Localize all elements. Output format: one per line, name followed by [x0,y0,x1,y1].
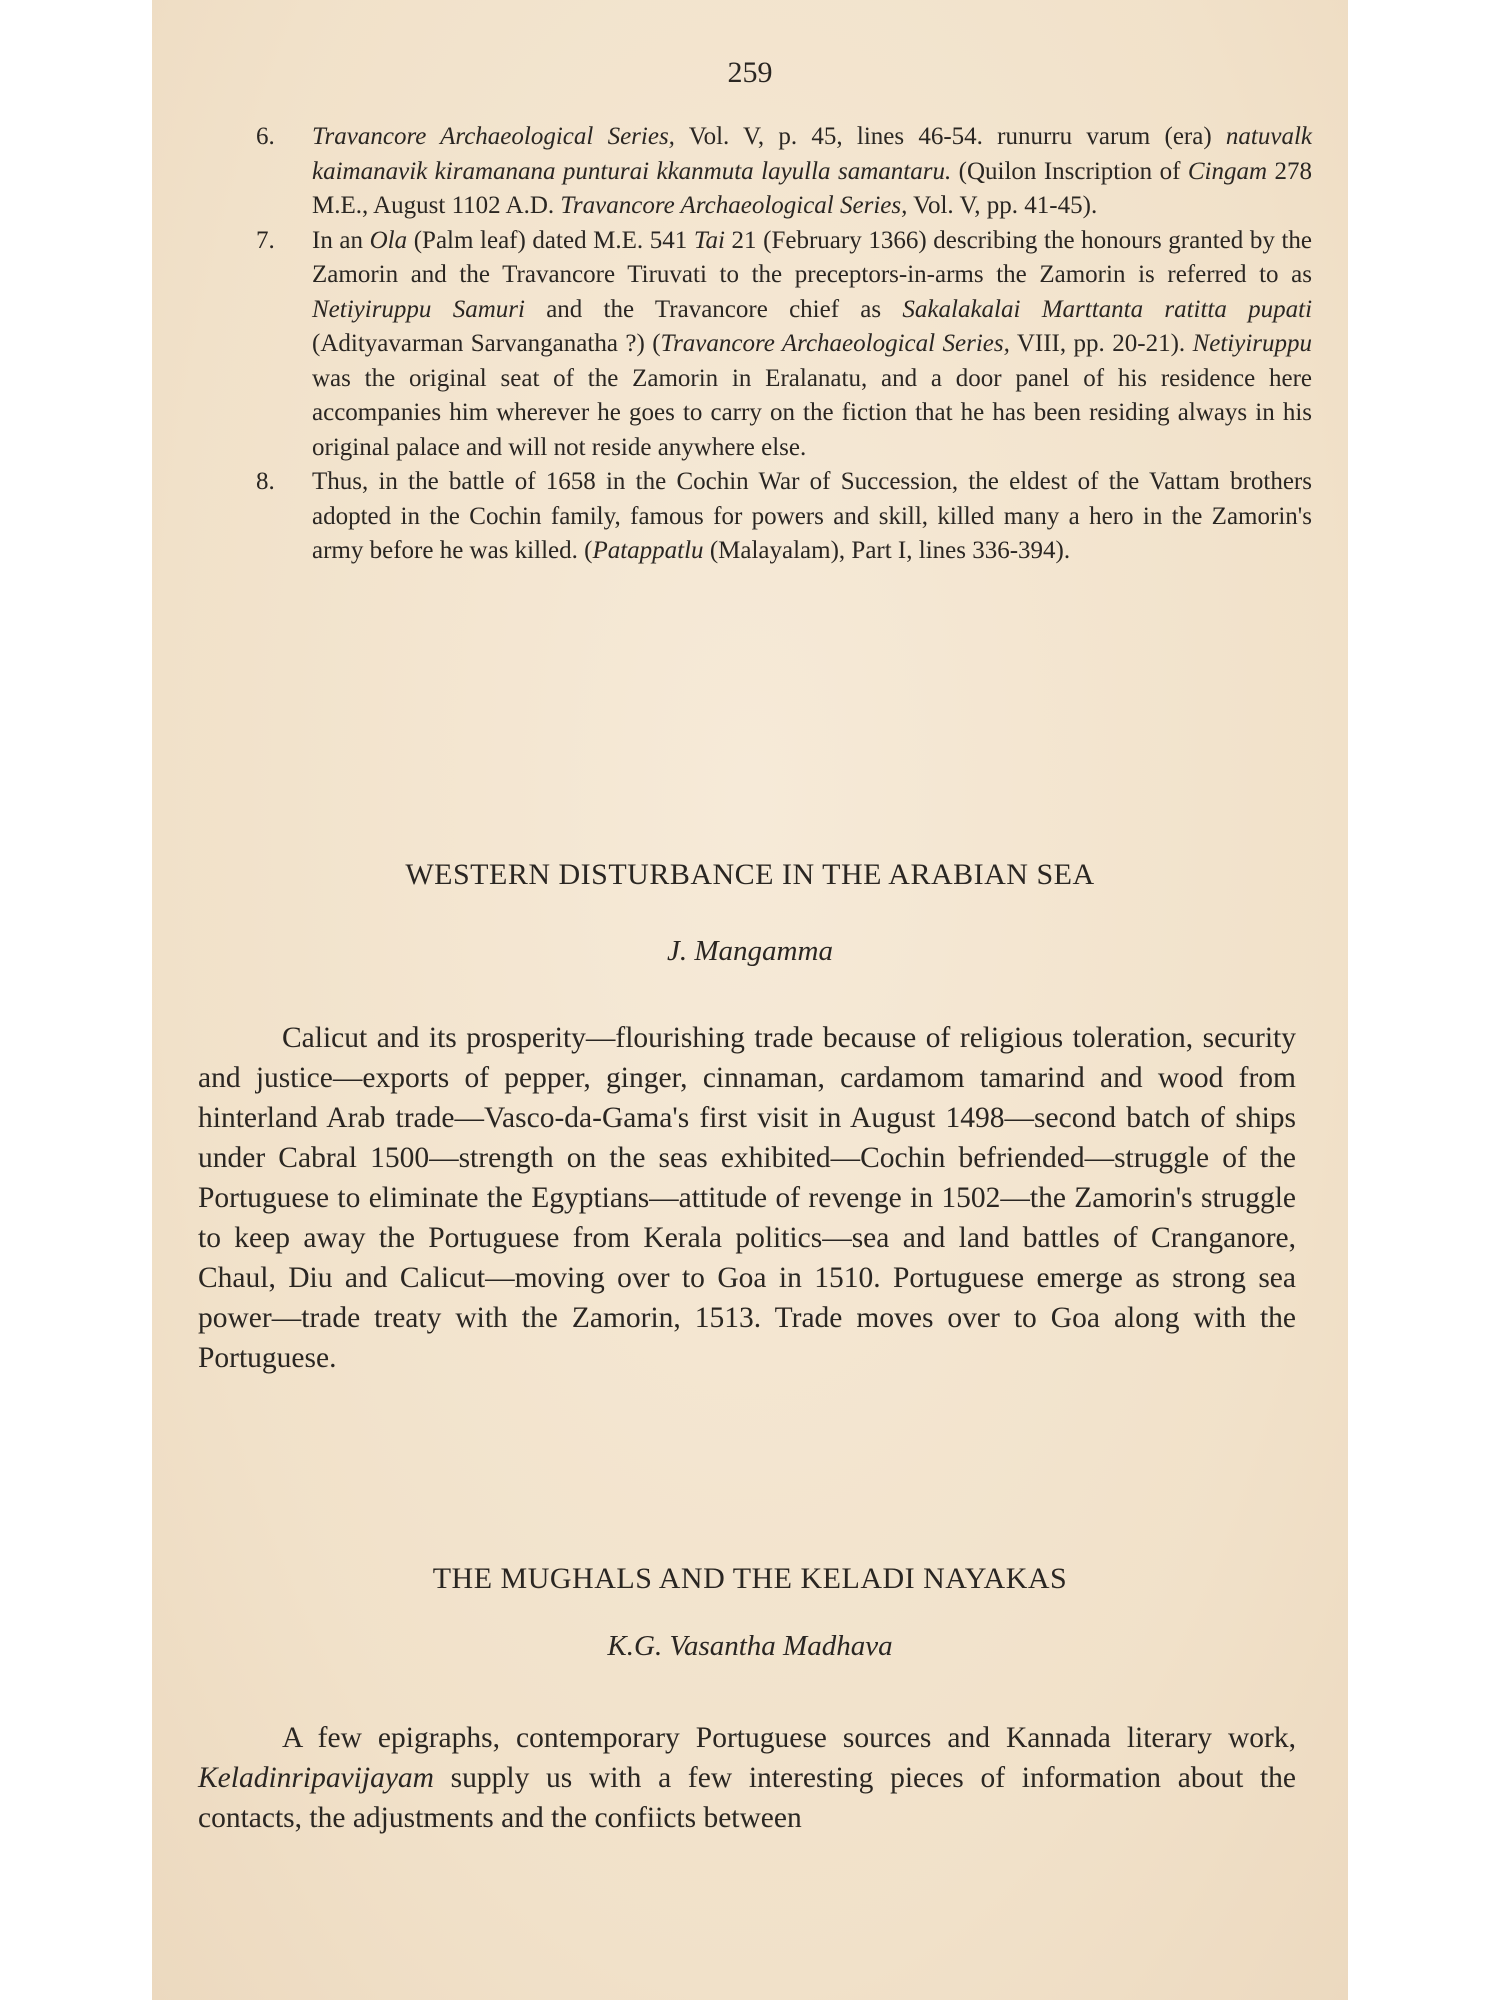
abstract-mughals-keladi [198,1718,1296,1838]
footnote-8 [252,465,1312,569]
text-run: (Palm leaf) dated M.E. 541 [407,226,694,254]
text-run: (Quilon Inscription of [951,157,1188,185]
text-run: Keladinripavijayam [198,1762,434,1794]
section-author-mangamma: J. Mangamma [667,935,833,967]
text-run: Sakalakalai Marttanta ratitta pupati [902,295,1313,323]
text-run: Vol. V, pp. 41-45). [907,192,1098,219]
text-run: Vol. V, p. 45, lines 46-54. runurru varum (era) [674,123,1226,150]
text-run: A few epigraphs, contemporary Portuguese sources and Kannada literary work, [282,1722,1296,1754]
section-title-mughals-keladi: THE MUGHALS AND THE KELADI NAYAKAS [432,1562,1068,1595]
text-run: Thus, in the battle of 1658 in the Cochin War of Succession, the eldest of the Vattam brothers adopted in the Cochin family, famous for powers and skill, killed many a hero in the Zamorin's army before he was killed. ( [312,468,1312,564]
text-run: and the Travancore chief as [524,295,903,323]
footnote-text [312,224,1312,466]
text-run: 21 (February 1366) describing the honours granted by the Zamorin and the Travancore Tiruvati to the preceptors-in-arms the Zamorin is referred to as [312,226,1312,288]
text-run: (Adityavarman Sarvanganatha ?) ( [312,330,661,357]
text-run: Cingam [1187,157,1268,185]
abstract-western-disturbance [198,1018,1296,1378]
text-run: Ola [369,226,408,254]
text-run: Calicut and its prosperity—flourishing trade because of religious toleration, security and justice—exports of pepper, ginger, cinnaman, cardamom tamarind and wood from hinterland Arab trade—Vasco-da-Gama's first visit in August 1498—second batch of ships under Cabral 1500—strength on the seas exhibited—Cochin befriended—struggle of the Portuguese to eliminate the Egyptians—attitude of revenge in 1502—the Zamorin's struggle to keep away the Portuguese from Kerala politics—sea and land battles of Cranganore, Chaul, Diu and Calicut—moving over to Goa in 1510. Portuguese emerge as strong sea power—trade treaty with the Zamorin, 1513. Trade moves over to Goa along with the Portuguese. [198,1022,1296,1374]
text-run: Travancore Archaeological Series, [660,330,1010,357]
text-run: Travancore Archaeological Series, [560,192,908,219]
footnotes [252,120,1312,569]
text-run: (Malayalam), Part I, lines 336-394). [703,537,1071,564]
text-run: VIII, pp. 20-21). [1009,330,1193,357]
text-run: was the original seat of the Zamorin in Eralanatu, and a door panel of his residence here accompanies him wherever he goes to carry on the fiction that he has been residing always in his original palace and will not reside anywhere else. [312,364,1312,461]
footnote-text [312,120,1312,224]
footnote-text [312,465,1312,569]
text-run: Netiyiruppu [1192,330,1313,357]
text-run: natuvalk kaimanavik kiramanana punturai kkanmuta layulla samantaru. [312,123,1313,185]
text-run: Patappatlu [592,537,704,564]
text-run: In an [312,226,370,254]
text-run: Tai [693,226,725,254]
text-run: Netiyiruppu Samuri [312,295,525,323]
text-run: supply us with a few interesting pieces of information about the contacts, the adjustments and the confiicts between [198,1762,1296,1834]
text-run: 278 M.E., August 1102 A.D. [312,157,1312,219]
book-page [152,0,1348,2000]
section-title-western-disturbance: WESTERN DISTURBANCE IN THE ARABIAN SEA [405,858,1095,891]
footnote-number: 8. [256,468,275,495]
page-number: 259 [727,56,773,89]
text-run: Travancore Archaeological Series, [312,123,675,150]
section-author-vasantha-madhava: K.G. Vasantha Madhava [607,1630,893,1662]
footnote-6 [252,120,1312,224]
footnote-number: 6. [256,123,275,150]
footnote-number: 7. [256,226,275,254]
footnote-7 [252,224,1312,466]
